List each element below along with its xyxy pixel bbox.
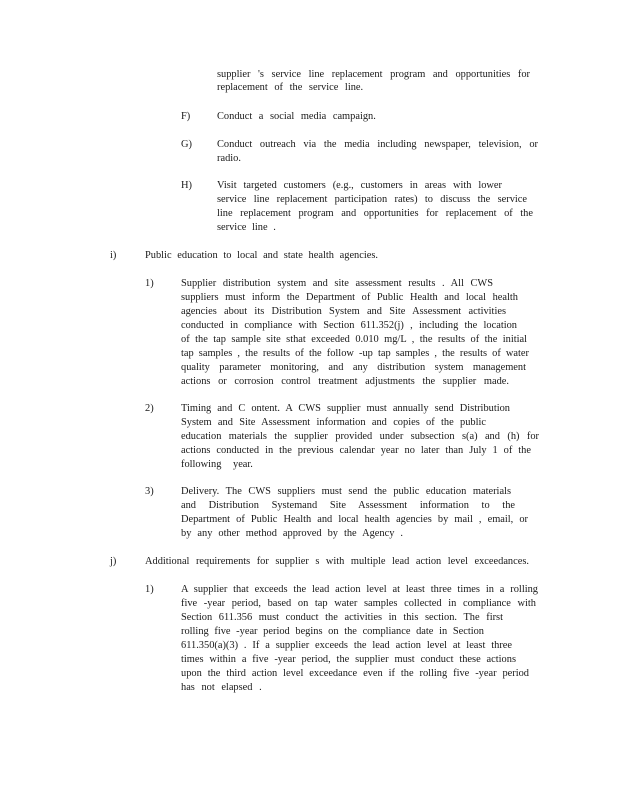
text-line: service line . <box>217 222 276 233</box>
text-line: Visit targeted customers (e.g., customers in areas with lower <box>217 180 502 191</box>
text-line: replacement of the service line. <box>217 82 364 93</box>
text-line: 611.350(a)(3) . If a supplier exceeds the lead action level at least three <box>181 640 512 651</box>
text-line: Additional requirements for supplier s with multiple lead action level exceedances. <box>145 556 529 567</box>
text-line: agencies about its Distribution System and Site Assessment activities <box>181 306 506 317</box>
text-line: Section 611.356 must conduct the activities in this section. The first <box>181 612 503 623</box>
text-line: A supplier that exceeds the lead action level at least three times in a rolling <box>181 584 538 595</box>
text-line: Public education to local and state health agencies. <box>145 250 378 261</box>
text-line: service line replacement participation rates) to discuss the service <box>217 194 527 205</box>
subsection-label-h: H) <box>181 180 192 191</box>
text-line: following year. <box>181 459 253 470</box>
text-line: suppliers must inform the Department of Public Health and local health <box>181 292 518 303</box>
section-label-i: i) <box>110 250 117 261</box>
text-line: actions or corrosion control treatment adjustments the supplier made. <box>181 376 509 387</box>
text-line: has not elapsed . <box>181 682 262 693</box>
text-line: quality parameter monitoring, and any distribution system management <box>181 362 526 373</box>
text-line: rolling five -year period begins on the compliance date in Section <box>181 626 484 637</box>
text-line: education materials the supplier provided under subsection s(a) and (h) for <box>181 431 539 442</box>
item-label-i2: 2) <box>145 403 154 414</box>
item-label-i3: 3) <box>145 486 154 497</box>
item-label-j1: 1) <box>145 584 154 595</box>
item-label-i1: 1) <box>145 278 154 289</box>
text-line: Department of Public Health and local health agencies by mail , email, or <box>181 514 528 525</box>
text-line: by any other method approved by the Agency . <box>181 528 403 539</box>
text-line: actions conducted in the previous calendar year no later than July 1 of the <box>181 445 531 456</box>
text-line: of the tap sample site sthat exceeded 0.010 mg/L , the results of the initial <box>181 334 527 345</box>
text-line: Conduct a social media campaign. <box>217 111 376 122</box>
text-line: conducted in compliance with Section 611.352(j) , including the location <box>181 320 517 331</box>
text-line: Supplier distribution system and site assessment results . All CWS <box>181 278 493 289</box>
text-line: and Distribution Systemand Site Assessment information to the <box>181 500 515 511</box>
text-line: Timing and C ontent. A CWS supplier must annually send Distribution <box>181 403 510 414</box>
text-line: times within a five -year period, the supplier must conduct these actions <box>181 654 516 665</box>
text-line: line replacement program and opportunities for replacement of the <box>217 208 533 219</box>
text-line: System and Site Assessment information and copies of the public <box>181 417 486 428</box>
text-line: radio. <box>217 153 241 164</box>
subsection-label-f: F) <box>181 111 191 122</box>
section-label-j: j) <box>110 556 117 567</box>
text-line: Conduct outreach via the media including newspaper, television, or <box>217 139 538 150</box>
subsection-label-g: G) <box>181 139 192 150</box>
text-line: upon the third action level exceedance even if the rolling five -year period <box>181 668 529 679</box>
text-line: five -year period, based on tap water samples collected in compliance with <box>181 598 536 609</box>
text-line: tap samples , the results of the follow -up tap samples , the results of water <box>181 348 529 359</box>
text-line: Delivery. The CWS suppliers must send the public education materials <box>181 486 511 497</box>
text-line: supplier 's service line replacement program and opportunities for <box>217 69 530 80</box>
